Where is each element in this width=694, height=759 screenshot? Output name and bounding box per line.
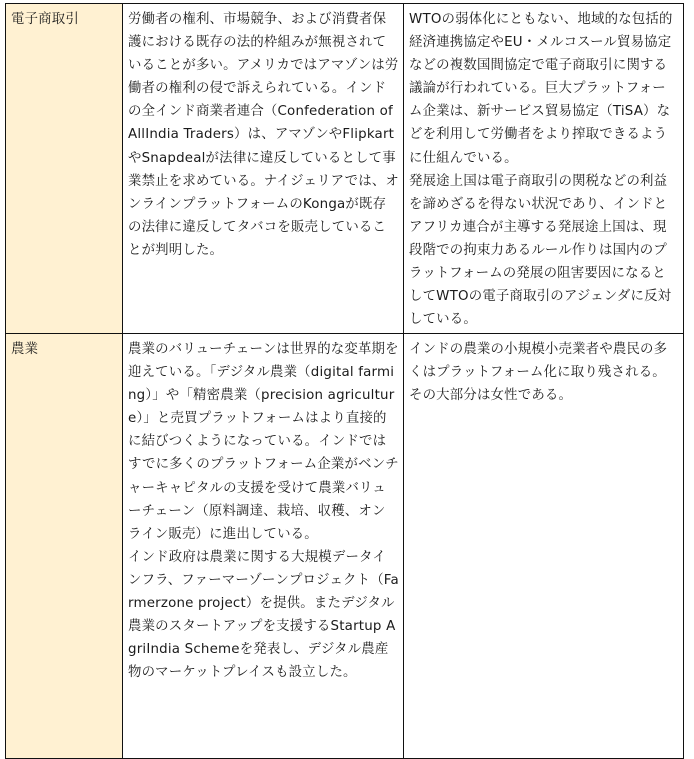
paragraph: 農業のバリューチェーンは世界的な変革期を迎えている。「デジタル農業（digital farming）」や「精密農業（precision agriculture）」と売買プラットフォームはより直接的に結びつくようになっている。インドではすでに多くのプラットフォーム企業がベンチャーキャピタルの支援を受けて農業バリューチェーン（原料調達、栽培、収穫、オンライン販売）に進出している。 xyxy=(128,342,399,542)
trade-cell xyxy=(404,334,684,759)
paragraph: インドの農業の小規模小売業者や農民の多くはプラットフォーム化に取り残される。その大部分は女性である。 xyxy=(409,342,668,404)
comparison-table xyxy=(5,3,684,759)
row-label-cell xyxy=(6,4,123,334)
trade-cell xyxy=(404,4,684,334)
table-row-ecommerce xyxy=(6,4,684,334)
table-row-agriculture xyxy=(6,334,684,759)
row-label: 電子商取引 xyxy=(11,12,79,27)
row-label-cell xyxy=(6,334,123,759)
paragraph: 労働者の権利、市場競争、および消費者保護における既存の法的枠組みが無視されていることが多い。アメリカではアマゾンは労働者の権利の侵で訴えられている。インドの全インド商業者連合（Confederation of AllIndia Traders）は、アマゾンやFlipkartやSnapdealが法律に違反しているとして事業禁止を求めている。ナイジェリアでは、オンラインプラットフォームのKongaが既存の法律に違反してタバコを販売していることが判明した。 xyxy=(128,12,400,258)
row-label: 農業 xyxy=(11,342,39,357)
paragraph: インド政府は農業に関する大規模データインフラ、ファーマーゾーンプロジェクト（Farmerzone project）を提供。またデジタル農業のスタートアップを支援するStartup AgriIndia Schemeを発表し、デジタル農産物のマーケットプレイスも設立した。 xyxy=(128,549,399,681)
issues-cell xyxy=(123,334,404,759)
paragraph: WTOの弱体化にともない、地域的な包括的経済連携協定やEU・メルコスール貿易協定などの複数国間協定で電子商取引に関する議論が行われている。巨大プラットフォーム企業は、新サービス貿易協定（TiSA）などを利用して労働者をより搾取できるように仕組んでいる。 xyxy=(409,12,673,166)
paragraph: 発展途上国は電子商取引の関税などの利益を諦めざるを得ない状況であり、インドとアフリカ連合が主導する発展途上国は、現段階での拘束力あるルール作りは国内のプラットフォームの発展の阻害要因になるとしてWTOの電子商取引のアジェンダに反対している。 xyxy=(409,173,672,328)
issues-cell xyxy=(123,4,404,334)
